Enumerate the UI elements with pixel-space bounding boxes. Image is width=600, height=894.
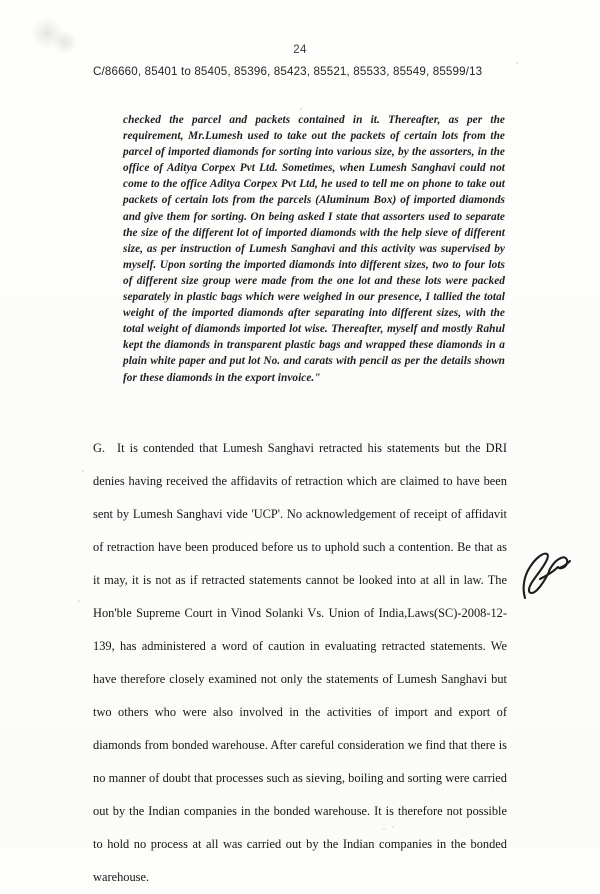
scan-speck-lower-left — [78, 600, 80, 602]
quoted-statement-block — [123, 112, 505, 386]
body-text-block — [93, 432, 507, 894]
scan-speck-mid-left — [82, 470, 84, 472]
paragraph-g-text: It is contended that Lumesh Sanghavi retracted his statements but the DRI denies having received the affidavits of retraction which are claimed to have been sent by Lumesh Sanghavi vide 'UCP'. No acknowledgement of receipt of affidavit of retraction have been produced before us to uphold such a contention. Be that as it may, it is not as if retracted statements cannot be looked into at all in law. The Hon'ble Supreme Court in Vinod Solanki Vs. Union of India,Laws(SC)-2008-12-139, has administered a word of caution in evaluating retracted statements. We have therefore closely examined not only the statements of Lumesh Sanghavi but two others who were also involved in the activities of import and export of diamonds from bonded warehouse. After careful consideration we find that there is no manner of doubt that processes such as sieving, boiling and sorting were carried out by the Indian companies in the bonded warehouse. It is therefore not possible to hold no process at all was carried out by the Indian companies in the bonded warehouse. — [93, 441, 507, 884]
case-number-header: C/86660, 85401 to 85405, 85396, 85423, 85521, 85533, 85549, 85599/13 — [93, 65, 483, 78]
paragraph-g-label: G. — [93, 441, 106, 455]
quoted-statement-text: checked the parcel and packets contained in it. Thereafter, as per the requirement, Mr.Lumesh used to take out the packets of certain lots from the parcel of imported diamonds for sorting into various size, by the assorters, in the office of Aditya Corpex Pvt Ltd. Sometimes, when Lumesh Sanghavi could not come to the office Aditya Corpex Pvt Ltd, he used to tell me on phone to take out packets of certain lots from the parcels (Aluminum Box) of imported diamonds and give them for sorting. On being asked I state that assorters used to separate the size of the different lot of imported diamonds with the help sieve of different size, as per instruction of Lumesh Sanghavi and this activity was supervised by myself. Upon sorting the imported diamonds into different sizes, two to four lots of different size group were made from the one lot and these lots were packed separately in plastic bags which were weighed in our presence, I tallied the total weight of the imported diamonds after separating into different sizes, with the total weight of diamonds imported lot wise. Thereafter, myself and mostly Rahul kept the diamonds in transparent plastic bags and wrapped these diamonds in a plain white paper and put lot No. and carats with pencil as per the details shown for these diamonds in the export invoice." — [123, 114, 505, 384]
scan-speck-quote-area — [300, 108, 302, 110]
scan-speck-upper-right — [516, 62, 518, 64]
handwritten-signature-mark — [516, 540, 578, 606]
page-number: 24 — [293, 44, 307, 56]
paragraph-g — [93, 432, 507, 894]
